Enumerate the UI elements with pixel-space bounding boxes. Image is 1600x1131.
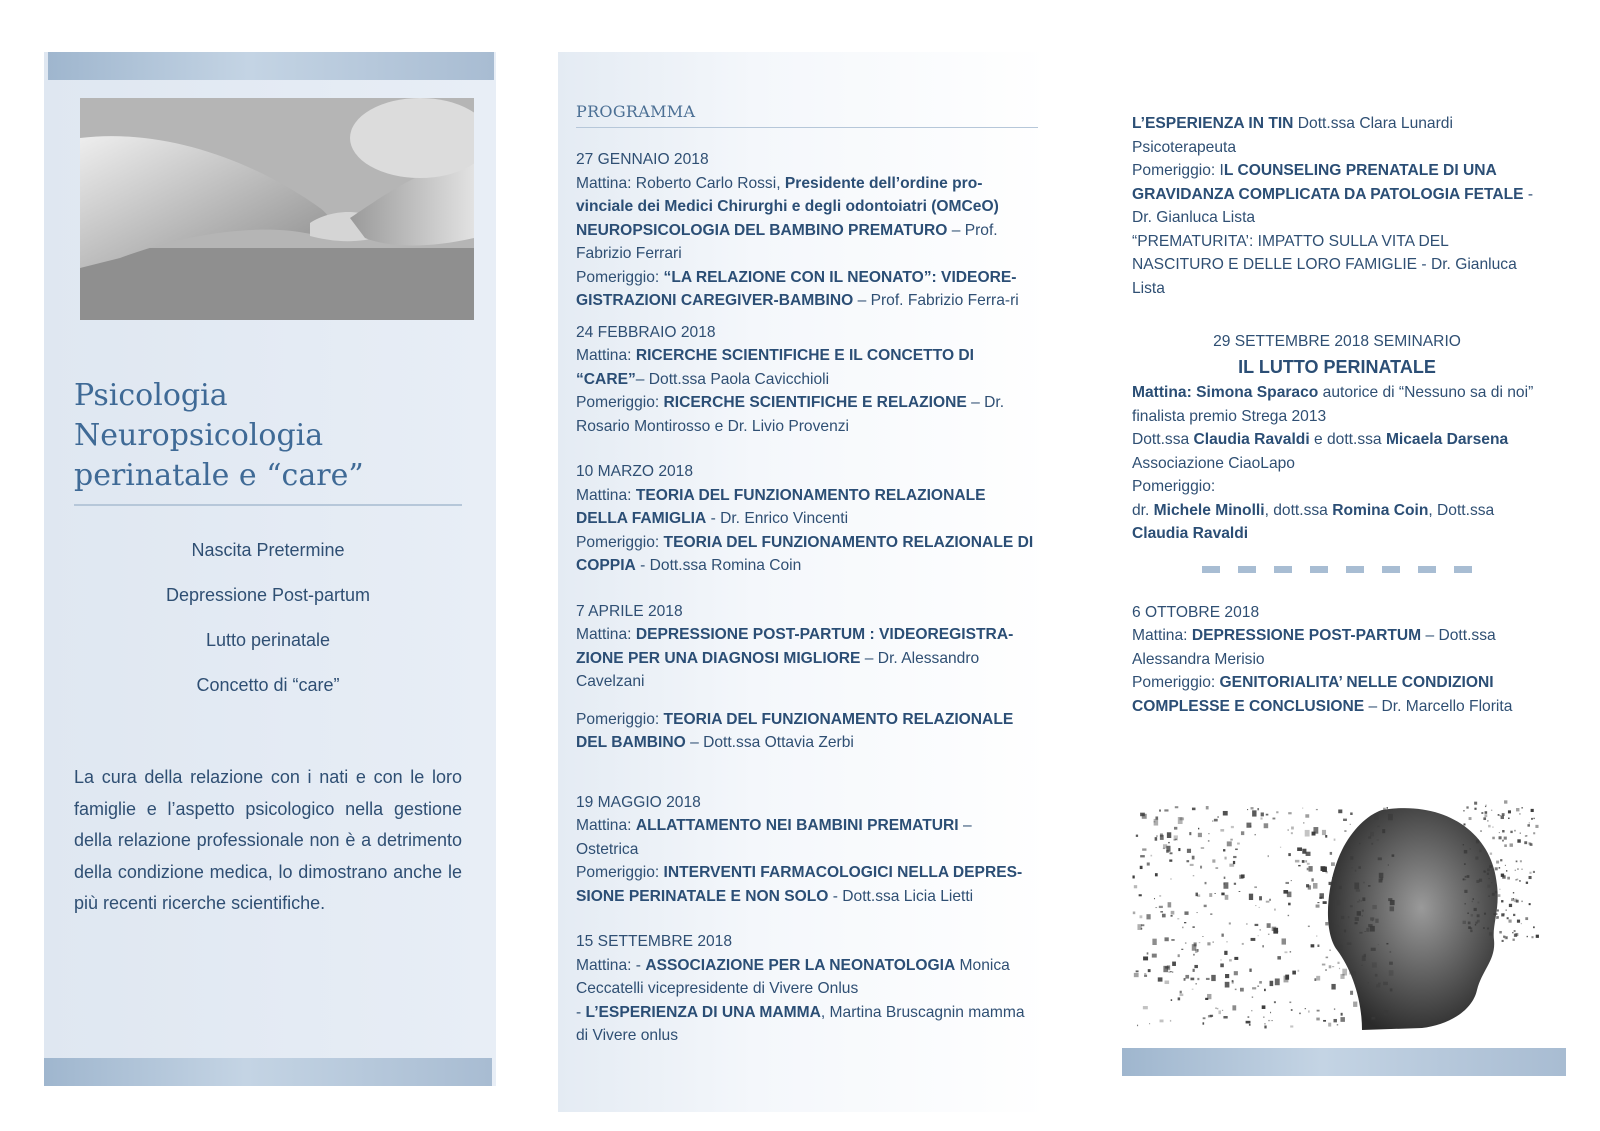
left-bottom-band bbox=[44, 1058, 492, 1086]
session-date: 10 MARZO 2018 bbox=[576, 463, 694, 480]
doctor-title: Dott.ssa bbox=[1132, 431, 1194, 448]
afternoon-title: L COUNSELING PRENATALE DI UNA GRAVIDANZA COMPLICATA DA PATOLOGIA FETALE bbox=[1132, 162, 1524, 203]
afternoon-label: Pomeriggio: bbox=[1132, 478, 1216, 495]
fragmented-head-image bbox=[1132, 800, 1540, 1032]
doctor-title: , dott.ssa bbox=[1264, 501, 1333, 519]
title-divider bbox=[74, 504, 462, 506]
doctor-name: Romina Coin bbox=[1332, 501, 1429, 519]
right-column bbox=[1132, 112, 1542, 718]
session-date: 6 OTTOBRE 2018 bbox=[1132, 603, 1260, 621]
session-february bbox=[576, 321, 1038, 439]
morning-label: Mattina: - bbox=[576, 956, 646, 974]
morning-title: ALLATTAMENTO NEI BAMBINI PREMATURI bbox=[635, 817, 959, 834]
session-date: 19 MAGGIO 2018 bbox=[576, 793, 701, 811]
morning-title: Presidente dell’ordine pro-vinciale dei Medici Chirurghi e degli odontoiatri (OMCeO) bbox=[576, 174, 999, 215]
seminar-details bbox=[1132, 381, 1542, 546]
program-column bbox=[576, 102, 1038, 1048]
seminar-author-desc: autorice di “Nessuno sa di noi” finalista premio Strega 2013 bbox=[1132, 384, 1534, 425]
session-topic: NEUROPSICOLOGIA DEL BAMBINO PREMATURO bbox=[576, 221, 948, 239]
morning-title: TEORIA DEL FUNZIONAMENTO RELAZIONALE DELLA FAMIGLIA bbox=[576, 486, 986, 527]
morning2-title: L’ESPERIENZA DI UNA MAMMA bbox=[585, 1003, 821, 1021]
title-line-2: Neuropsicologia bbox=[74, 418, 324, 453]
session-date: 15 SETTEMBRE 2018 bbox=[576, 933, 733, 950]
morning-title: RICERCHE SCIENTIFICHE E IL CONCETTO DI “CARE” bbox=[576, 347, 974, 388]
morning-label: Mattina: bbox=[576, 626, 636, 643]
doctor-name: Michele Minolli bbox=[1153, 501, 1265, 519]
tin-title: L’ESPERIENZA IN TIN bbox=[1132, 115, 1294, 132]
morning-title: ASSOCIAZIONE PER LA NEONATOLOGIA bbox=[645, 956, 956, 974]
afternoon-speaker: – Dr. Rosario Montirosso e Dr. Livio Provenzi bbox=[576, 394, 1005, 435]
seminar-title: IL LUTTO PERINATALE bbox=[1238, 357, 1436, 377]
dash-divider bbox=[1132, 566, 1542, 573]
tin-speaker: Dott.ssa Clara Lunardi Psicoterapeuta bbox=[1132, 115, 1453, 156]
afternoon-label: Pomeriggio: I bbox=[1132, 162, 1224, 179]
afternoon-title: GENITORIALITA’ NELLE CONDIZIONI COMPLESSE E CONCLUSIONE bbox=[1132, 674, 1494, 715]
afternoon-title: TEORIA DEL FUNZIONAMENTO RELAZIONALE DEL BAMBINO bbox=[576, 710, 1014, 751]
afternoon-label: Pomeriggio: bbox=[576, 394, 664, 411]
session-date: 24 FEBBRAIO 2018 bbox=[576, 323, 716, 341]
session-may bbox=[576, 791, 1038, 909]
morning2-speaker: , Martina Bruscagnin mamma di Vivere onlus bbox=[576, 1003, 1025, 1044]
afternoon-label: Pomeriggio: bbox=[576, 268, 664, 286]
title-line-3: perinatale e “care” bbox=[74, 458, 364, 493]
morning-label: Mattina: bbox=[576, 817, 636, 834]
afternoon-speaker: – Prof. Fabrizio Ferra-ri bbox=[853, 292, 1019, 309]
topic-item: Nascita Pretermine bbox=[191, 540, 345, 560]
morning-speaker: – Dott.ssa Alessandra Merisio bbox=[1132, 627, 1496, 668]
seminar-morning-label: Mattina: bbox=[1132, 384, 1197, 401]
morning-speaker: – Dr. Alessandro Cavelzani bbox=[576, 649, 980, 690]
doctor-title: e dott.ssa bbox=[1309, 431, 1386, 448]
morning-title: DEPRESSIONE POST-PARTUM : VIDEOREGISTRA-ZIONE PER UNA DIAGNOSI MIGLIORE bbox=[576, 626, 1014, 667]
morning-speaker: - Dr. Enrico Vincenti bbox=[706, 510, 849, 527]
session-date: 27 GENNAIO 2018 bbox=[576, 151, 709, 168]
morning-label: Mattina: bbox=[576, 347, 636, 364]
seminar-author: Simona Sparaco bbox=[1196, 384, 1319, 401]
session-march bbox=[576, 460, 1038, 578]
afternoon-speaker: – Dott.ssa Ottavia Zerbi bbox=[685, 734, 854, 751]
september-continued bbox=[1132, 112, 1542, 300]
hands-photo bbox=[80, 98, 474, 320]
topic-speaker: – Prof. Fabrizio Ferrari bbox=[576, 221, 998, 262]
afternoon-label: Pomeriggio: bbox=[576, 533, 664, 551]
afternoon-title: RICERCHE SCIENTIFICHE E RELAZIONE bbox=[663, 394, 967, 411]
afternoon-title: INTERVENTI FARMACOLOGICI NELLA DEPRES-SIONE PERINATALE E NON SOLO bbox=[576, 864, 1023, 905]
left-top-band bbox=[48, 52, 494, 80]
intro-paragraph: La cura della relazione con i nati e con le loro famiglie e l’aspetto psicologico nella gestione della relazione professionale non è a detrimento della condizione medica, lo dimostrano anche le più recenti ricerche scientifiche. bbox=[74, 767, 462, 913]
afternoon-title: “LA RELAZIONE CON IL NEONATO”: VIDEORE-GISTRAZIONI CAREGIVER-BAMBINO bbox=[576, 268, 1017, 309]
brochure-title bbox=[74, 376, 464, 496]
afternoon-title: TEORIA DEL FUNZIONAMENTO RELAZIONALE DI COPPIA bbox=[576, 533, 1034, 574]
association-name: Associazione CiaoLapo bbox=[1132, 454, 1295, 472]
morning2-label: - bbox=[576, 1003, 586, 1021]
session-october bbox=[1132, 601, 1542, 719]
session-date: 7 APRILE 2018 bbox=[576, 602, 683, 620]
program-heading: PROGRAMMA bbox=[576, 102, 1038, 128]
afternoon-label: Pomeriggio: bbox=[576, 864, 664, 881]
morning-speaker: Monica Ceccatelli vicepresidente di Vivere Onlus bbox=[576, 956, 1010, 997]
morning-label: Mattina: Roberto Carlo Rossi, bbox=[576, 174, 785, 192]
afternoon-speaker: – Dr. Marcello Florita bbox=[1364, 697, 1513, 715]
topic-item: Concetto di “care” bbox=[196, 675, 340, 695]
afternoon-speaker: - Dr. Gianluca Lista bbox=[1132, 185, 1534, 226]
morning-speaker: – Ostetrica bbox=[576, 817, 972, 858]
doctor-name: Claudia Ravaldi bbox=[1193, 431, 1310, 448]
session-april bbox=[576, 600, 1038, 755]
doctor-name: Claudia Ravaldi bbox=[1132, 525, 1249, 542]
session-january bbox=[576, 148, 1038, 313]
right-bottom-band bbox=[1122, 1048, 1566, 1076]
topic-item: Lutto perinatale bbox=[205, 630, 331, 650]
topic-list bbox=[74, 538, 462, 718]
afternoon-speaker: - Dott.ssa Licia Lietti bbox=[828, 887, 974, 905]
seminar-date: 29 SETTEMBRE 2018 SEMINARIO bbox=[1213, 333, 1461, 350]
afternoon-label: Pomeriggio: bbox=[1132, 674, 1220, 691]
topic-item: Depressione Post-partum bbox=[165, 585, 371, 605]
doctor-name: Micaela Darsena bbox=[1385, 431, 1509, 448]
doctor-title: dr. bbox=[1132, 501, 1154, 519]
title-line-1: Psicologia bbox=[74, 378, 228, 413]
session-september bbox=[576, 930, 1038, 1048]
morning-title: DEPRESSIONE POST-PARTUM bbox=[1191, 627, 1422, 644]
doctor-title: , Dott.ssa bbox=[1428, 501, 1495, 519]
prematurity-topic: “PREMATURITA’: IMPATTO SULLA VITA DEL NASCITURO E DELLE LORO FAMIGLIE - Dr. Gianluca Lista bbox=[1132, 232, 1517, 297]
morning-label: Mattina: bbox=[1132, 627, 1192, 644]
afternoon-label: Pomeriggio: bbox=[576, 710, 664, 728]
morning-speaker: – Dott.ssa Paola Cavicchioli bbox=[635, 370, 830, 388]
morning-label: Mattina: bbox=[576, 486, 636, 504]
afternoon-speaker: - Dott.ssa Romina Coin bbox=[635, 557, 802, 574]
